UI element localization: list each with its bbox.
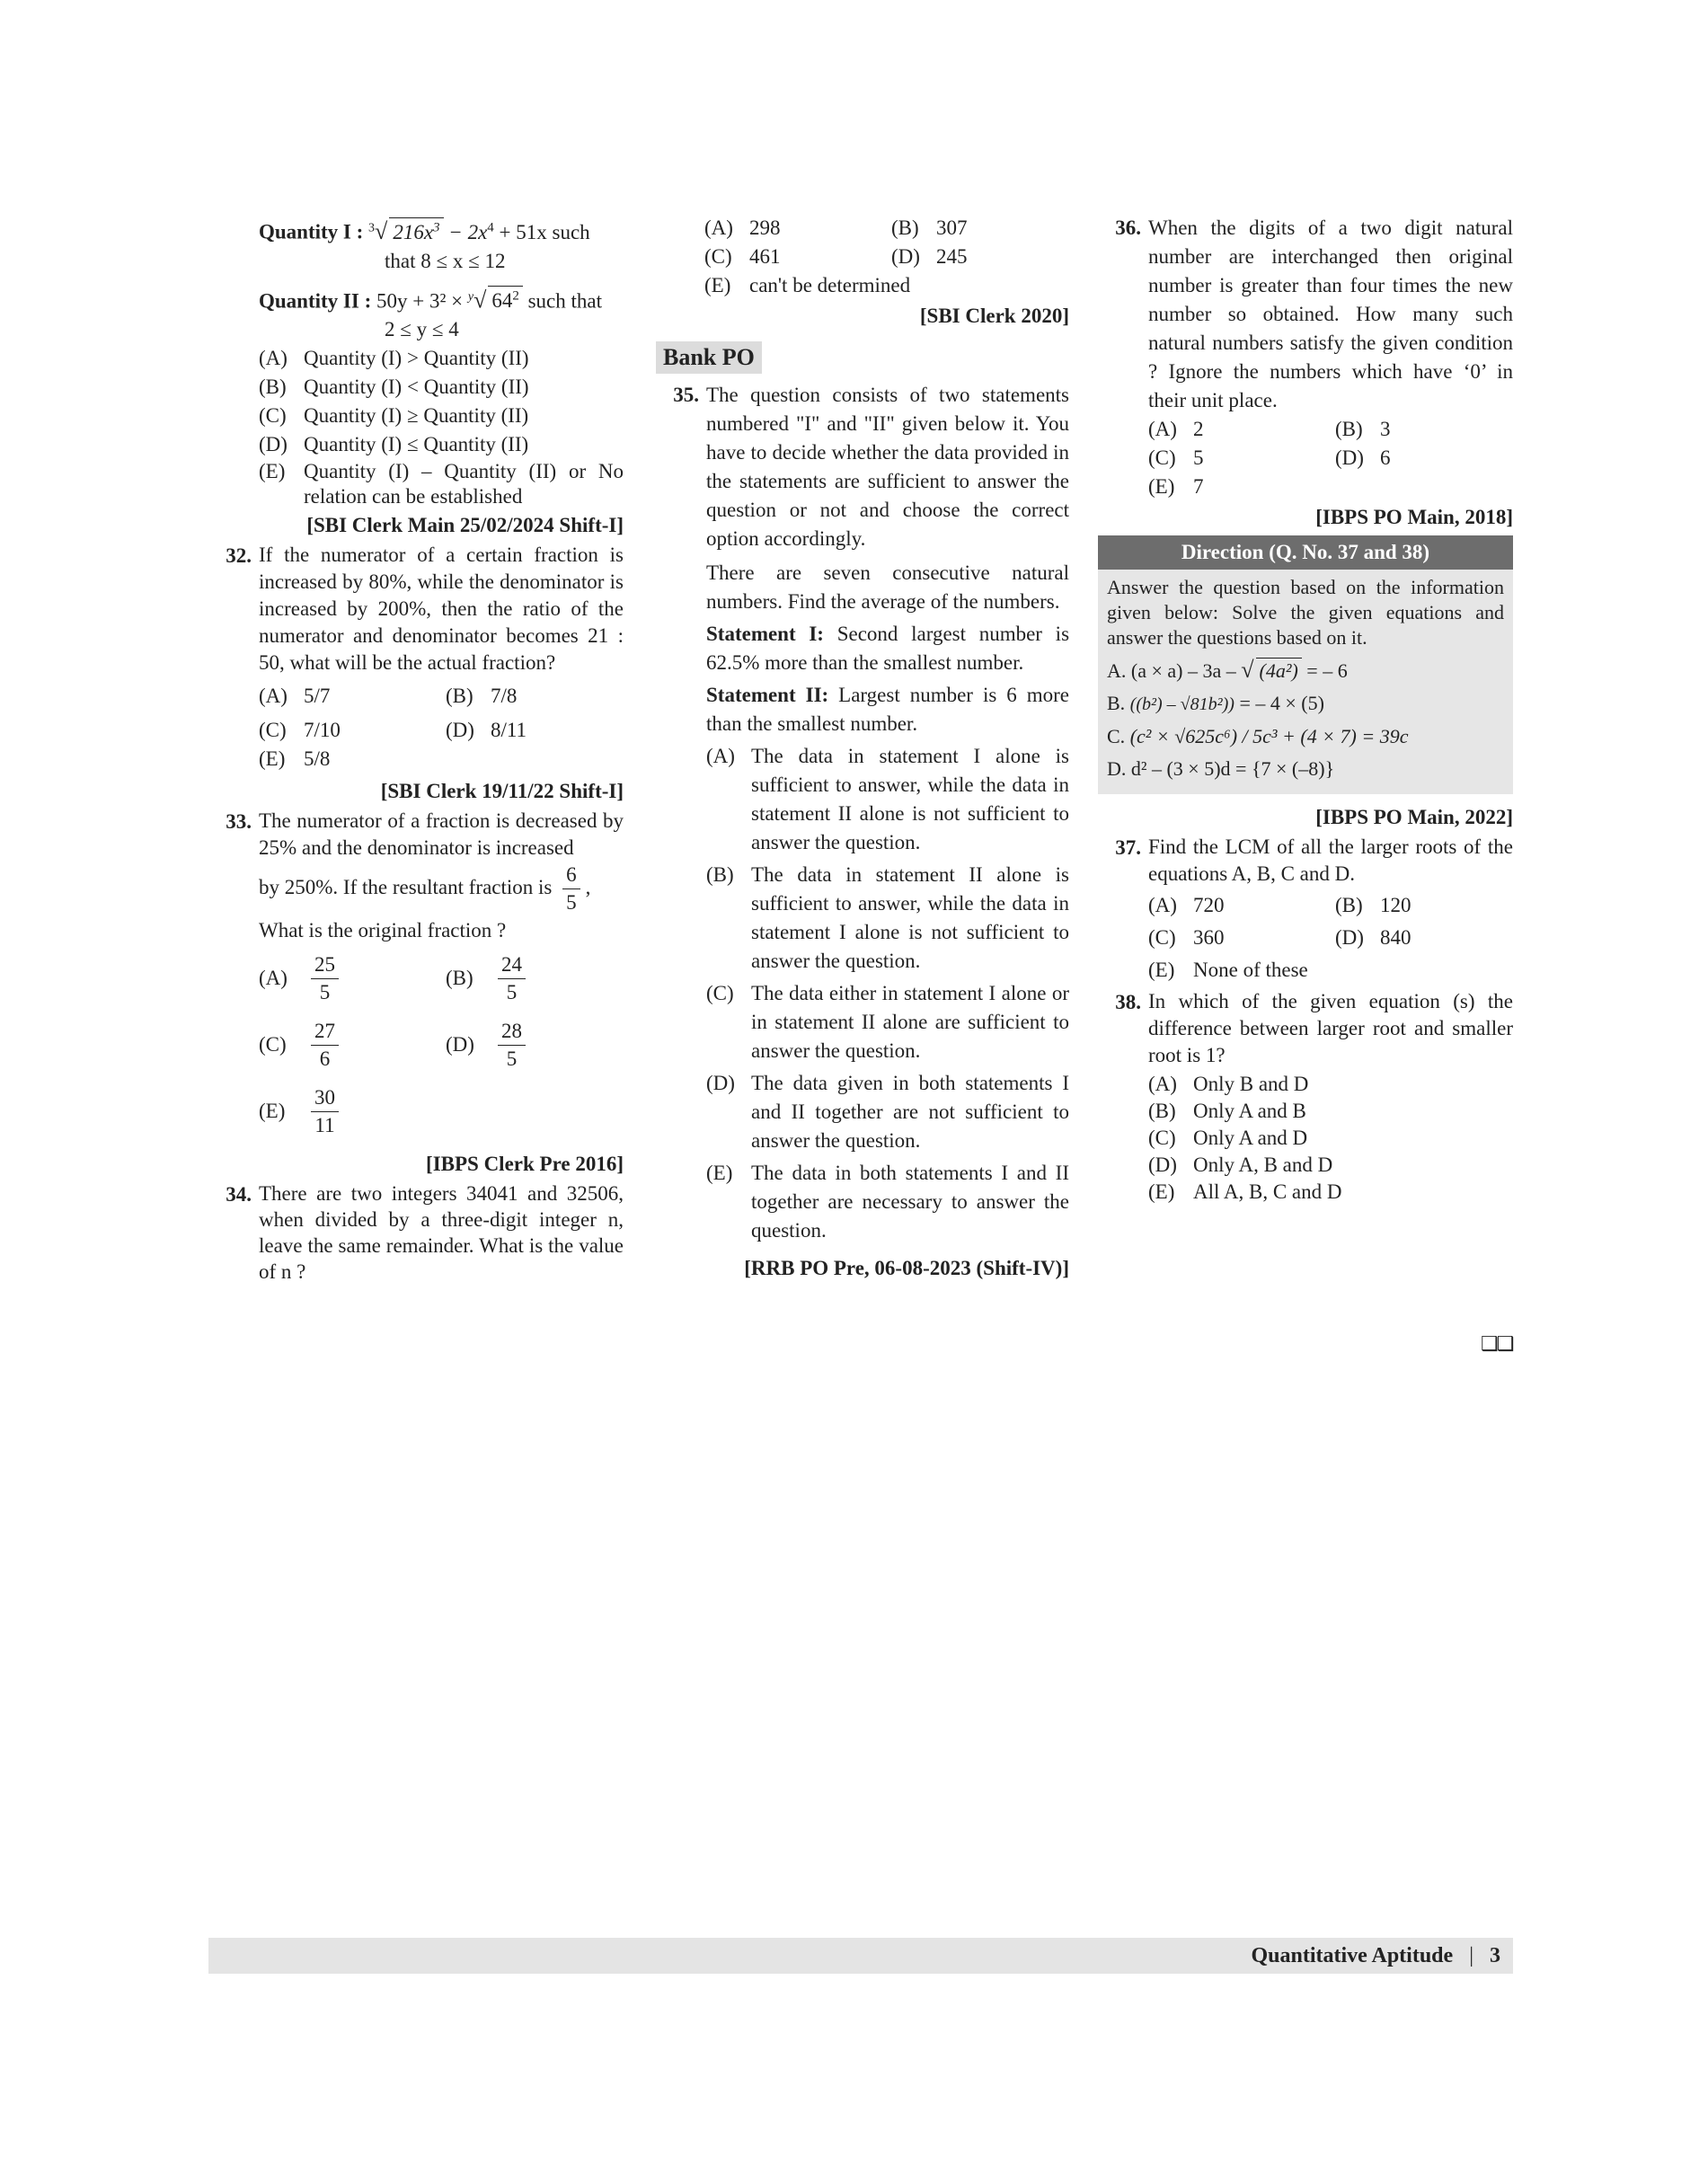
option-d[interactable]: (D) 8/11 (446, 719, 527, 742)
end-marks-icon: ❑❑ (1481, 1332, 1513, 1355)
section-heading-bank-po: Bank PO (656, 341, 762, 374)
question-35-text: The question consists of two statements numbered "I" and "II" given below it. You have to decide whether the data provided in the statements are sufficient to answer the question or not and choose the correct option accordingly. (706, 384, 1069, 550)
option-e[interactable]: (E) $\frac{30}{11}$ (259, 1078, 446, 1145)
question-36: 36. When the digits of a two digit natural number are interchanged then original number is greater than four times the new number so obtained. How many such natural numbers satisfy the given condition ? Ignore the numbers which have ‘0’ in their unit place. (A) 2 (B) 3 (C) 5 (D) 6 (E) 7 [IBPS PO Main, 2018] (1098, 214, 1513, 532)
option-c[interactable]: (C) 461 (704, 245, 781, 268)
direction-title: Direction (Q. No. 37 and 38) (1098, 535, 1513, 570)
option-c[interactable]: (C) 5 (1148, 446, 1204, 469)
question-37: 37. Find the LCM of all the larger roots of the equations A, B, C and D. (A) 720 (B) 120 (C) 360 (D) 840 (E) None of these (1098, 834, 1513, 985)
option-d[interactable]: (D) 245 (891, 245, 968, 268)
question-34-text: There are two integers 34041 and 32506, when divided by a three-digit integer n, leave the same remainder. What is the value of n ? (259, 1182, 624, 1284)
equation-b: B. ((b²) – √81b²)) = – 4 × (5) (1107, 692, 1324, 714)
option-b[interactable]: (B) 7/8 (446, 685, 518, 708)
question-35: 35. The question consists of two statements numbered "I" and "II" given below it. You have to decide whether the data provided in the statements are sufficient to answer the question or not and choose the correct option accordingly. There are seven consecutive natural numbers. Find the average of the numbers. Statement I: Second largest number is 62.5% more than the smallest number. Statement II: Largest number is 6 more than the smallest number. (A) The data in statement I alone is sufficient to answer, while the data in statement II alone is not sufficient to answer the question. (B) The data in statement II alone is sufficient to answer, while the data in statement I alone is not sufficient to answer the question. (C) The data either in statement I alone or in statement II alone are sufficient to answer the question. (D) The data given in both statements I and II together are not sufficient to answer the question. (E) The data in both statements I and II together are necessary to answer the question. [RRB PO Pre, 06-08-2023 (Shift-IV)] (656, 381, 1069, 1283)
equation-a: A. (a × a) – 3a – √ (4a²) = – 6 (1107, 657, 1348, 683)
question-32-options (259, 682, 624, 774)
option-c[interactable]: (C) Only A and D (1148, 1127, 1308, 1149)
option-e[interactable]: (E) All A, B, C and D (1148, 1180, 1342, 1203)
equation-d: D. d² – (3 × 5)d = {7 × (–8)} (1107, 757, 1335, 780)
statement-2: Statement II: Largest number is 6 more than the smallest number. (706, 684, 1069, 735)
question-31-quantities (208, 214, 624, 540)
option-a[interactable]: (A) $\frac{25}{5}$ (259, 945, 446, 1012)
quantity-2-condition: 2 ≤ y ≤ 4 (385, 318, 459, 341)
question-34-source: [SBI Clerk 2020] (919, 305, 1069, 327)
quantity-1: Quantity I : $^3$√ $216x^3 - 2x^4 + 51x$ such (259, 214, 624, 247)
option-b[interactable]: (B) 120 (1335, 894, 1412, 916)
question-33-source: [IBPS Clerk Pre 2016] (426, 1153, 624, 1176)
question-32: 32. If the numerator of a certain fraction is increased by 80%, while the denominator is increased by 200%, then the ratio of the numerator and denominator becomes 21 : 50, what will be the actual fraction? (A) 5/7 (B) 7/8 (C) 7/10 (D) 8/11 (E) 5/8 [SBI Clerk 19/11/22 Shift-I] (208, 542, 624, 806)
question-33-line: by 250%. If the resultant fraction is $\frac{6}{5}$ , (259, 862, 624, 916)
question-32-text: If the numerator of a certain fraction is increased by 80%, while the denominator is increased by 200%, then the ratio of the numerator and denominator becomes 21 : 50, what will be the actual fraction? (259, 544, 624, 675)
question-33-options (259, 945, 624, 1145)
direction-box (1098, 535, 1513, 794)
option-c[interactable]: (C) Quantity (I) ≥ Quantity (II) (259, 404, 529, 428)
footer-separator: | (1469, 1944, 1473, 1967)
option-b[interactable]: (B) Only A and B (1148, 1100, 1306, 1122)
quantity-1-condition: that 8 ≤ x ≤ 12 (385, 249, 506, 272)
quantity-2: Quantity II : 50y + 3² × $^y$√ $64^2$ such that (259, 283, 624, 316)
option-a[interactable]: (A) The data in statement I alone is sufficient to answer, while the data in statement II alone is not sufficient to answer the question. (706, 745, 1069, 853)
column-1 (208, 214, 624, 1285)
option-b[interactable]: (B) 3 (1335, 418, 1391, 440)
question-38-options (1148, 1071, 1513, 1206)
question-37-options (1148, 891, 1513, 985)
option-a[interactable]: (A) 298 (704, 217, 781, 239)
question-36-options (1148, 415, 1513, 501)
question-31-options (259, 344, 624, 509)
option-a[interactable]: (A) 2 (1148, 418, 1204, 440)
option-b[interactable]: (B) Quantity (I) < Quantity (II) (259, 376, 529, 399)
question-36-source: [IBPS PO Main, 2018] (1315, 506, 1513, 528)
page-number: 3 (1490, 1944, 1500, 1967)
question-34: 34. There are two integers 34041 and 32506, when divided by a three-digit integer n, leave the same remainder. What is the value of n ? (226, 1182, 624, 1284)
question-35-options (706, 742, 1069, 1245)
option-e[interactable]: (E) 5/8 (259, 747, 331, 771)
question-35-question: There are seven consecutive natural numbers. Find the average of the numbers. (706, 561, 1069, 613)
question-37-text: Find the LCM of all the larger roots of the equations A, B, C and D. (1148, 835, 1513, 885)
column-2 (656, 214, 1069, 1285)
option-a[interactable]: (A) Only B and D (1148, 1073, 1309, 1095)
question-33: 33. The numerator of a fraction is decreased by 25% and the denominator is increased by 250%. If the resultant fraction is $\frac{6}{5}$ , What is the original fraction ? (A) $\frac{25}{5}$ (B) $\frac{24}{5}$ (C) $\frac{27}{6}$ (D) $\frac{28}{5}$ (E) $\frac{30}{11}$ [IBPS Clerk Pre 2016] (208, 808, 624, 1179)
option-e[interactable]: (E) None of these (1148, 959, 1308, 981)
option-c[interactable]: (C) $\frac{27}{6}$ (259, 1012, 446, 1078)
option-e[interactable]: (E) The data in both statements I and II together are necessary to answer the question. (706, 1162, 1069, 1242)
option-c[interactable]: (C) 7/10 (259, 719, 341, 742)
option-c[interactable]: (C) 360 (1148, 926, 1225, 949)
page-footer (208, 1938, 1513, 1974)
direction-text: Answer the question based on the information given below: Solve the given equations and answer the questions based on it. (1107, 576, 1504, 649)
resultant-fraction: $\frac{6}{5}$ (562, 862, 580, 916)
question-35-source: [RRB PO Pre, 06-08-2023 (Shift-IV)] (744, 1257, 1069, 1279)
option-b[interactable]: (B) $\frac{24}{5}$ (446, 945, 624, 1012)
option-a[interactable]: (A) 5/7 (259, 685, 331, 708)
equation-c: C. (c² × √625c⁶) / 5c³ + (4 × 7) = 39c (1107, 725, 1409, 747)
option-a[interactable]: (A) 720 (1148, 894, 1225, 916)
question-32-source: [SBI Clerk 19/11/22 Shift-I] (380, 780, 624, 803)
question-38-text: In which of the given equation (s) the difference between larger root and smaller root is 1? (1148, 990, 1513, 1066)
quantity-1-expression: $^3$√ $216x^3 - 2x^4 + 51x$ such (368, 221, 590, 243)
column-3 (1098, 214, 1513, 1206)
direction-source: [IBPS PO Main, 2022] (1315, 806, 1513, 828)
option-a[interactable]: (A) Quantity (I) > Quantity (II) (259, 347, 529, 370)
option-d[interactable]: (D) 840 (1335, 926, 1412, 949)
question-38: 38. In which of the given equation (s) the difference between larger root and smaller root is 1? (A) Only B and D (B) Only A and B (C) Only A and D (D) Only A, B and D (E) All A, B, C and D (1098, 988, 1513, 1206)
option-e[interactable]: (E) can't be determined (704, 274, 911, 296)
option-d[interactable]: (D) 6 (1335, 446, 1391, 469)
question-34-options (656, 214, 1069, 300)
option-d[interactable]: (D) Only A, B and D (1148, 1154, 1333, 1176)
footer-title: Quantitative Aptitude (1251, 1944, 1454, 1967)
question-36-text: When the digits of a two digit natural number are interchanged then original number is greater than four times the new number so obtained. How many such natural numbers satisfy the given condition ? Ignore the numbers which have ‘0’ in their unit place. (1148, 217, 1513, 411)
option-b[interactable]: (B) The data in statement II alone is sufficient to answer, while the data in statement I alone is not sufficient to answer the question. (706, 863, 1069, 972)
option-e[interactable]: (E) Quantity (I) – Quantity (II) or No relation can be established (259, 460, 624, 508)
option-d[interactable]: (D) $\frac{28}{5}$ (446, 1012, 624, 1078)
statement-1: Statement I: Second largest number is 62.5% more than the smallest number. (706, 623, 1070, 674)
option-d[interactable]: (D) The data given in both statements I and II together are not sufficient to answer the question. (706, 1072, 1069, 1152)
option-c[interactable]: (C) The data either in statement I alone or in statement II alone are sufficient to answer the question. (706, 982, 1069, 1062)
question-31-source: [SBI Clerk Main 25/02/2024 Shift-I] (306, 514, 624, 537)
option-d[interactable]: (D) Quantity (I) ≤ Quantity (II) (259, 433, 529, 456)
option-b[interactable]: (B) 307 (891, 217, 968, 239)
option-e[interactable]: (E) 7 (1148, 475, 1204, 498)
